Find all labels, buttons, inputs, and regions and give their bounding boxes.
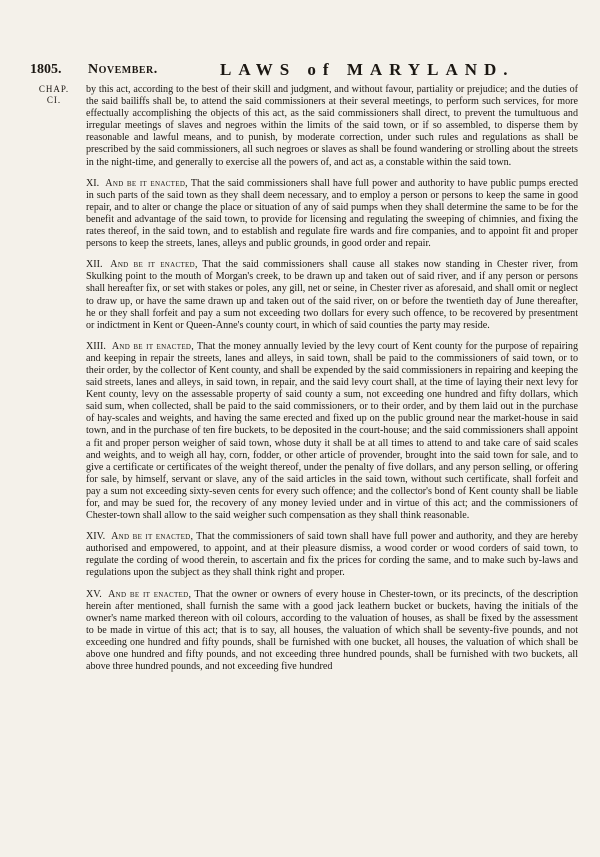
margin-chap-label: CHAP. — [38, 84, 70, 94]
enacting-clause: And be it enacted, — [111, 340, 195, 352]
paragraph-continuation — [86, 84, 578, 169]
chapter-margin-note — [33, 84, 75, 106]
enacting-clause: And be it enacted, — [111, 531, 194, 543]
enacting-clause: And be it enacted, — [110, 259, 198, 271]
paragraph-text: That the money annually levied by the levy court of Kent county for the purpose of repairing and keeping in repair the streets, lanes and alleys, in said town, shall be paid to the commissioners of said town, or to their order, by the collector of Kent county, and shall be expended by the said commissioners in repairing and keeping the said streets, lanes and alleys, in said town, in repair, and the said levy court shall, at the time of laying their next levy for Kent county, levy on the assessable property of said county a sum, not exceeding one hundred and fifty dollars, which said sum, when collected, shall be paid to the said commissioners, or to their order, and by them laid out in the purchase of hay-scales and weights, and having the same erected and fixed up on the public ground near the market-house in said town, and in the purchase of ten fire buckets, to be deposited in the court-house; and the said commissioners shall appoint a fit and proper person weigher of said town, whose duty it shall be at all times to attend to and take care of said scales and weights, and to weigh all hay, corn, fodder, or other article of provender, brought into the said town for sale, and to give a certificate or certificates of the weight thereof, under the penalty of five dollars, and any person selling, or offering for sale, by himself, servant or slave, any of the said articles in the said town, without such certificate, shall forfeit and pay a sum not exceeding sixty-seven cents for every such offence; and the collector's bond of Kent county shall be liable for, and may be sued for, the recovery of any money levied under and in virtue of this act; and the commissioners of Chester-town shall allow to the said weigher such compensation as they shall think reasonable. — [86, 340, 579, 522]
section-number: XV. — [86, 588, 102, 600]
paragraph-text: That the owner or owners of every house in Chester-town, or its precincts, of the description herein after mentioned, shall furnish the same with a good jack leathern bucket or buckets, having the initials of the owner's name marked thereon with oil colours, according to the valuation of houses, as shall be fixed by the assessment to be made in virtue of this act; that is to say, all houses, the valuation of which shall be seventy-five pounds, and not exceeding one hundred and fifty pounds, shall be furnished with one bucket, all houses, the valuation of which shall be above one hundred and fifty pounds, and not exceeding three hundred pounds, shall be furnished with two buckets, all above three hundred pounds, and not exceeding five hundred — [86, 588, 579, 673]
header-month: November. — [88, 62, 158, 77]
paragraph-text: That the commissioners of said town shall have full power and authority, and they are hereby authorised and empowered, to appoint, and at their pleasure dismiss, a wood corder or wood corders of said town, to regulate the cording of wood therein, to ascertain and fix the prices for cording the same, and to make such by-laws and regulations upon the subject as they shall think right and proper. — [86, 531, 579, 579]
body-text — [86, 84, 578, 682]
margin-chap-number: CI. — [46, 95, 62, 105]
section-xii — [86, 259, 578, 332]
section-xi — [86, 178, 578, 251]
section-number: XI. — [86, 177, 100, 189]
running-head — [30, 62, 575, 82]
header-year: 1805. — [30, 62, 62, 77]
section-xiv — [86, 531, 578, 579]
header-title: LAWS of MARYLAND. — [220, 60, 515, 79]
section-xiii — [86, 341, 578, 522]
paragraph-text: by this act, according to the best of their skill and judgment, and without favour, partiality or prejudice; and the duties of the said bailiffs shall be, to attend the said commissioners at their several meetings, to perform such services, for more effectually accomplishing the objects of this act, as the said commissioners shall direct, to prevent the tumultuous and irregular meetings of slaves and negroes within the limits of the said town, or if so assembled, to disperse them by reasonable and lawful means, and to punish, by moderate correction, under such rules and regulations as shall be prescribed by the said commissioners, all such negroes or slaves as shall be found wandering or strolling about the streets in the night-time, and generally to exercise all the powers of, and act as, a constable within the said town. — [86, 84, 578, 168]
enacting-clause: And be it enacted, — [105, 177, 188, 189]
paragraph-text: That the said commissioners shall cause all stakes now standing in Chester river, from Skulking point to the mouth of Morgan's creek, to be drawn up and taken out of said river, and if any person or persons shall hereafter fix, or set with stakes or poles, any gill, net or seine, in Chester river as aforesaid, and shall omit or neglect to draw up, or have the same drawn up and taken out of the said river, on or before the twentieth day of June thereafter, he or they shall forfeit and pay a sum not exceeding two dollars for every such offence, to be recovered by presentment or indictment in Kent or Queen-Anne's county court, in which of said counties the party may reside. — [86, 259, 579, 331]
section-number: XIII. — [86, 340, 106, 352]
enacting-clause: And be it enacted, — [108, 588, 192, 600]
section-number: XIV. — [86, 531, 106, 543]
paragraph-text: That the said commissioners shall have full power and authority to have public pumps erected in such parts of the said town as they shall deem necessary, and to employ a person or persons to keep the same in good repair, and to alter or change the place or situation of any of said pumps when they shall determine the same to be for the benefit and advantage of the said town, to provide for licensing and regulating the sweeping of chimnies, and fixing the rates thereof, in the said town, and to establish and regulate fire wards and fire companies, and to appoint fit and proper persons to keep the streets, lanes, alleys and public grounds, in good order and repair. — [86, 177, 579, 250]
section-xv — [86, 589, 578, 674]
section-number: XII. — [86, 259, 103, 271]
